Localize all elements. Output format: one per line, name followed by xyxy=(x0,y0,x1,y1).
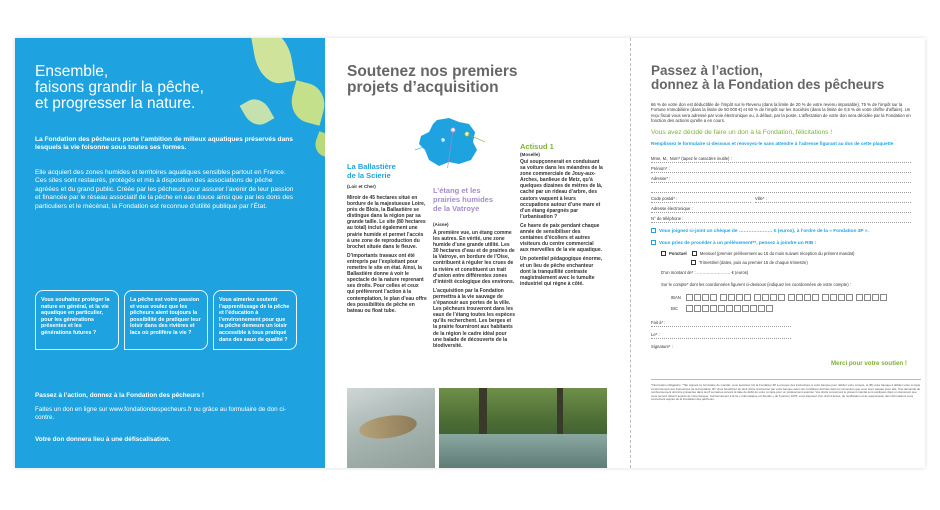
city-field[interactable]: Ville* : xyxy=(755,196,911,203)
checkbox-icon[interactable] xyxy=(651,228,656,233)
checkbox-icon[interactable] xyxy=(691,260,696,265)
iban-cell[interactable] xyxy=(694,294,701,301)
location-region: (Loir et Cher) xyxy=(347,184,376,189)
email-field[interactable]: Adresse électronique : xyxy=(651,206,911,213)
firstname-field[interactable]: Prénom* : xyxy=(651,166,911,173)
question-box-3: Vous aimeriez soutenir l’apprentissage de la pêche et l’éducation à l’environnement pour que la pêche demeure un loisir accessible à tous pratiqué dans des eaux de qualité ? xyxy=(213,290,297,350)
debit-option[interactable] xyxy=(651,240,916,246)
address-field[interactable]: Adresse* : xyxy=(651,176,911,183)
bic-cell[interactable] xyxy=(726,305,733,312)
paragraph: Ce havre de paix pendant chaque année de sensibiliser des centaines d’écoliers et autres visiteurs du centre commercial aux merveilles de la vie aquatique. xyxy=(520,222,602,254)
bic-label: BIC xyxy=(671,305,678,311)
bic-cell[interactable] xyxy=(734,305,741,312)
iban-cell[interactable] xyxy=(686,294,693,301)
middle-panel xyxy=(325,38,630,468)
location-text-actisud xyxy=(520,159,603,290)
leaf-decoration xyxy=(287,80,325,126)
left-title: Ensemble, faisons grandir la pêche, et progresser la nature. xyxy=(35,63,204,112)
iban-cell[interactable] xyxy=(720,294,727,301)
fish-photo xyxy=(347,388,435,468)
paragraph: D’importants travaux ont été entrepris par l’exploitant pour remettre le site en état. Ainsi, la Ballastière donne à voir le spectacle de la nature reprenant ses droits. Pour celles et ceux qui préfèreront l’action à la contemplation, le plan d’eau offre des possibilités de pêche en bateau ou float tube. xyxy=(347,252,427,314)
bic-cell[interactable] xyxy=(710,305,717,312)
question-box-2: La pêche est votre passion et vous voulez que les pêcheurs aient toujours la possibilité de pratiquer leur loisir dans des rivières et lacs où prolifère la vie ? xyxy=(124,290,208,350)
iban-cell[interactable] xyxy=(830,294,837,301)
iban-cell[interactable] xyxy=(762,294,769,301)
iban-cell[interactable] xyxy=(822,294,829,301)
bic-cell[interactable] xyxy=(758,305,765,312)
place-field[interactable]: Fait à* : xyxy=(651,320,791,327)
frequency-quarterly[interactable] xyxy=(691,260,916,265)
mensuel-label: Mensuel (premier prélèvement au 15 du mois suivant réception du présent mandat) xyxy=(699,251,855,256)
checkbox-icon[interactable] xyxy=(692,251,697,256)
bic-cell[interactable] xyxy=(766,305,773,312)
paragraph: Un potentiel pédagogique énorme, et un lieu de pêche enchanteur dont la tranquillité contraste magistralement avec le tumulte industriel qui règne à côté. xyxy=(520,256,603,287)
paragraph: Miroir de 45 hectares situé en bordure de la majestueuse Loire, près de Blois, la Ballastière se distingue dans la région par sa grande taille. Le site (80 hectares au total) inclut également une prairie humide et permet l’accès à une zone de reproduction du brochet située dans le fleuve. xyxy=(347,195,426,250)
debit-label: Vous priez de procéder à un prélèvement**, pensez à joindre un RIB : xyxy=(659,241,817,246)
iban-cell[interactable] xyxy=(812,294,819,301)
legal-footnote: *Information obligatoire. **En signant ce formulaire de mandat, vous autorisez (A) la Fondation 3P à envoyer des instructions à votre banque pour débiter votre compte, et (B) votre banque à débiter votre compte conformément aux instructions de la Fondation 3P. Vous bénéficiez du droit d’être remboursé par votre banque selon les conditions décrites dans la convention que vous avez passée avec elle. Une demande de remboursement doit être présentée dans les 8 semaines suivant la date de débit de votre compte pour un prélèvement autorisé. Vos droits concernant le présent mandat sont expliqués dans un document que vous pouvez obtenir auprès de votre banque. Conformément à la loi « Informatique et Libertés » du 6 janvier 1978, vous disposez d’un droit d’accès, de rectification et de suppression des informations vous concernant auprès de la Fondation des pêcheurs. xyxy=(651,383,921,402)
fish-icon xyxy=(358,412,418,442)
thanks-message: Merci pour votre soutien ! xyxy=(831,360,907,367)
cta-title: Passez à l’action, donnez à la Fondation des pêcheurs ! xyxy=(35,392,205,399)
location-region: (Aisne) xyxy=(433,222,449,227)
checkbox-icon[interactable] xyxy=(661,251,666,256)
checkbox-icon[interactable] xyxy=(651,240,656,245)
iban-cell[interactable] xyxy=(754,294,761,301)
date-field[interactable]: Le* : xyxy=(651,332,791,339)
address-line-2[interactable] xyxy=(651,186,911,193)
paragraph: À première vue, un étang comme les autres. En vérité, une zone humide d’une grande utilité. Les 30 hectares d’eau et de prairies de la Vatroye, en bordure de l’Oise, contribuent à réguler les crues de la rivière et constituent un trait d’union entre différentes zones d’intérêt écologique des environs. xyxy=(433,230,515,285)
iban-cell[interactable] xyxy=(804,294,811,301)
iban-label: IBAN xyxy=(671,294,681,300)
divider xyxy=(651,379,921,380)
paragraph: L’acquisition par la Fondation permettra à la vie sauvage de s’épanouir aux portes de la ville. Les pêcheurs trouveront dans les eaux de l’étang toutes les espèces qu’ils recherchent. Les berges et la prairie fourniront aux habitants de la région le cadre idéal pour une balade de découverte de la biodiversité. xyxy=(433,287,515,349)
leaf-decoration xyxy=(312,131,325,159)
location-region: (Moselle) xyxy=(520,152,540,157)
location-title-ballastiere: La Ballastière de la Scierie xyxy=(347,162,396,180)
question-box-1: Vous souhaitez protéger la nature en général, et la vie aquatique en particulier, pour les générations présentes et les générations futures ? xyxy=(35,290,119,350)
signature-field[interactable]: Signature* : xyxy=(651,344,673,349)
location-text-ballastiere xyxy=(347,195,427,317)
iban-cell[interactable] xyxy=(864,294,871,301)
france-map-icon xyxy=(415,116,485,168)
iban-cell[interactable] xyxy=(796,294,803,301)
trimestriel-label: Trimestriel (dates, puis au premier 15 de chaque trimestre) xyxy=(699,260,808,265)
iban-cell[interactable] xyxy=(856,294,863,301)
postcode-field[interactable]: Code postal* : xyxy=(651,196,751,203)
water-surface xyxy=(439,434,607,468)
form-instruction: Remplissez le formulaire ci-dessous et renvoyez-le sans attendre à l’adresse figurant au dos de cette plaquette xyxy=(651,141,894,146)
ponctuel-label: Ponctuel xyxy=(669,251,687,256)
bic-cell[interactable] xyxy=(718,305,725,312)
iban-cell[interactable] xyxy=(872,294,879,301)
iban-cell[interactable] xyxy=(788,294,795,301)
location-title-actisud: Actisud 1 xyxy=(520,142,554,151)
iban-cell[interactable] xyxy=(744,294,751,301)
bic-cell[interactable] xyxy=(686,305,693,312)
bic-cell[interactable] xyxy=(750,305,757,312)
phone-field[interactable]: N° de téléphone : xyxy=(651,216,911,223)
iban-cell[interactable] xyxy=(728,294,735,301)
right-title: Passez à l’action, donnez à la Fondation des pêcheurs xyxy=(651,63,885,92)
account-instruction: Sur le compte* dont les coordonnées figurent ci-dessous (indiquez les coordonnées de votre compte) : xyxy=(661,282,851,287)
iban-cell[interactable] xyxy=(770,294,777,301)
iban-cell[interactable] xyxy=(846,294,853,301)
brochure-spread xyxy=(15,38,925,468)
iban-row[interactable] xyxy=(671,293,887,301)
bic-cell[interactable] xyxy=(702,305,709,312)
left-panel xyxy=(15,38,325,468)
amount-field[interactable]: D’un montant de* : …………………… € (euros) xyxy=(661,270,749,275)
tax-note: Votre don donnera lieu à une défiscalisation. xyxy=(35,436,171,443)
iban-cell[interactable] xyxy=(710,294,717,301)
iban-cell[interactable] xyxy=(736,294,743,301)
pond-photo xyxy=(439,388,607,468)
location-title-vatroye: L’étang et les prairies humides de la Vatroye xyxy=(433,186,494,213)
cta-text: Faites un don en ligne sur www.fondationdespecheurs.fr ou grâce au formulaire de don ci-contre. xyxy=(35,406,286,421)
location-text-vatroye xyxy=(433,230,515,352)
paragraph: Qui soupçonnerait en conduisant sa voiture dans les méandres de la zone commerciale de Jouy-aux-Arches, banlieue de Metz, qu’à quelques dizaines de mètres de là, caché par un rideau d’arbre, des castors vaquent à leurs occupations autour d’une mare et d’un étang épargnés par l’urbanisation ? xyxy=(520,159,603,220)
frequency-monthly[interactable] xyxy=(661,251,916,256)
iban-cell[interactable] xyxy=(880,294,887,301)
iban-cell[interactable] xyxy=(702,294,709,301)
name-field[interactable]: Mme, M., Nom* (tapez le caractère inutile) : xyxy=(651,156,911,163)
iban-cell[interactable] xyxy=(838,294,845,301)
cheque-label: Vous joignez ci-joint un chèque de ………………… € (euros), à l’ordre de la « Fondation 3P ». xyxy=(659,229,869,234)
bic-cell[interactable] xyxy=(694,305,701,312)
middle-title: Soutenez nos premiers projets d’acquisition xyxy=(347,63,518,96)
iban-cell[interactable] xyxy=(778,294,785,301)
congrats-heading: Vous avez décidé de faire un don à la Fondation, félicitations ! xyxy=(651,129,833,136)
left-body: Elle acquiert des zones humides et territoires aquatiques sensibles partout en France. Ces sites sont restaurés, protégés et mis à disposition des associations de pêche agréées et du grand public. Créée par les pêcheurs pour assurer l’avenir de leur passion et financée par le réseau associatif de la pêche en eau douce ainsi que par les dons des particuliers et le mécénat, la Fondation est reconnue d’utilité publique par l’État. xyxy=(35,169,294,210)
bic-cell[interactable] xyxy=(742,305,749,312)
left-lead: La Fondation des pêcheurs porte l’ambition de milieux aquatiques préservés dans lesquels la vie foisonne sous toutes ses formes. xyxy=(35,136,293,152)
cheque-option[interactable] xyxy=(651,228,916,234)
right-panel-donation-form xyxy=(631,38,925,468)
tax-intro: 66 % de votre don est déductible de l’impôt sur le Revenu (dans la limite de 20 % de votre revenu imposable), 75 % de l’impôt sur la Fortune Immobilière (dans la limite de 50 000 €) et 60 % de l’impôt sur les Sociétés (dans la limite de 0,5 % de votre chiffre d’affaire). Un reçu fiscal vous sera adressé par voie électronique ou, à défaut, par la poste. L’affectation de votre don sera décidée par la Fondation en fonction des actions qu’elle a en cours. xyxy=(651,102,911,124)
bic-row[interactable] xyxy=(671,304,773,312)
